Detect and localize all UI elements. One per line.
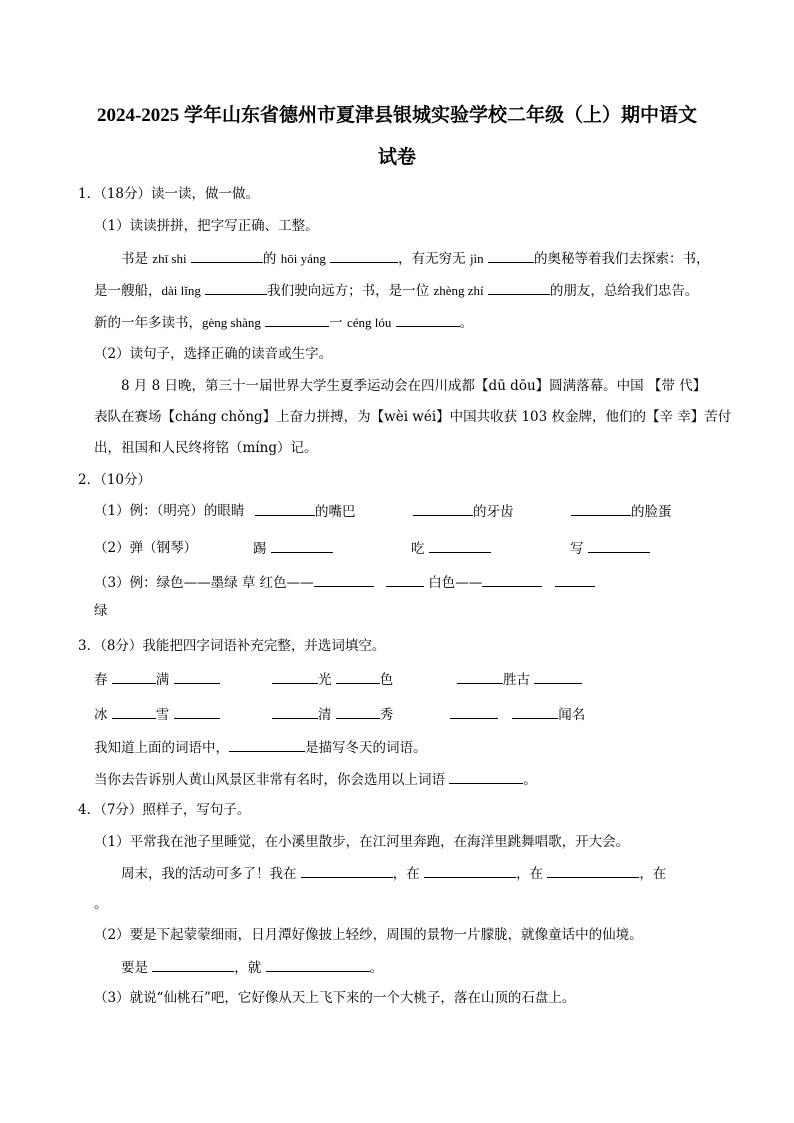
answer-blank[interactable] [457, 669, 503, 684]
sentence-line: 表队在赛场【cháng chǒng】上奋力拼搏，为【wèi wéi】中国共收获 103 枚金牌，他们的【辛 幸】苦付 [94, 409, 732, 425]
q2-row-1-item [571, 501, 672, 522]
text: 踢 [253, 541, 267, 557]
text: 色 [379, 672, 394, 688]
text: 新的一年多读书， [94, 315, 202, 331]
question-1-heading: 1．（18分）读一读，做一做。 [78, 186, 260, 202]
answer-blank[interactable] [413, 501, 473, 516]
answer-blank[interactable] [512, 704, 558, 719]
text: 一 [329, 315, 343, 331]
sentence-line: 8 月 8 日晚，第三十一届世界大学生夏季运动会在四川成都【dū dōu】圆满落幕。中国 【带 代】 [121, 378, 707, 394]
q2-row-2-label: （2）弹（钢琴） [94, 540, 198, 556]
q4-example-1: （1）平常我在池子里睡觉，在小溪里散步，在江河里奔跑，在海洋里跳舞唱歌，开大会。 [94, 834, 630, 850]
idiom-item [457, 669, 582, 690]
idiom-item [94, 704, 220, 725]
pinyin: dài lǐng [161, 283, 201, 298]
answer-blank[interactable] [271, 538, 333, 553]
answer-blank[interactable] [488, 248, 534, 263]
q2-row-3-wrap: 绿 [94, 603, 108, 619]
answer-blank[interactable] [191, 248, 263, 263]
text: 我知道上面的词语中， [94, 740, 229, 756]
pinyin-line-1 [121, 248, 709, 269]
answer-blank[interactable] [449, 769, 523, 784]
pinyin: hōi yáng [280, 251, 326, 266]
text: 的奥秘等着我们去探索：书， [533, 251, 710, 267]
text: ，就 [234, 960, 262, 976]
q2-row-1-item [413, 501, 514, 522]
question-4-heading: 4．（7分）照样子，写句子。 [78, 802, 251, 818]
text: 书是 [121, 251, 148, 267]
pinyin: zhī shi [152, 251, 187, 266]
text: 的脸蛋 [631, 504, 672, 520]
pinyin: zhèng zhí [433, 283, 484, 298]
pinyin: gèng shàng [202, 315, 261, 330]
text: 周末，我的活动可多了！我在 [121, 866, 297, 882]
text: 的嘴巴 [315, 504, 356, 520]
text: 写 [570, 541, 584, 557]
answer-blank[interactable] [174, 669, 220, 684]
q3-sentence-2 [94, 769, 537, 790]
answer-blank[interactable] [429, 538, 491, 553]
q2-row-3 [94, 572, 595, 593]
answer-blank[interactable] [272, 669, 318, 684]
answer-blank[interactable] [588, 538, 650, 553]
q2-row-2-item [570, 538, 650, 559]
answer-blank[interactable] [336, 704, 380, 719]
q4-fill-line-2 [121, 957, 383, 978]
answer-blank[interactable] [424, 863, 516, 878]
answer-blank[interactable] [482, 572, 542, 587]
pinyin-line-3 [94, 312, 473, 333]
answer-blank[interactable] [229, 737, 305, 752]
answer-blank[interactable] [534, 669, 582, 684]
question-1-part-1: （1）读读拼拼，把字写正确、工整。 [94, 218, 319, 234]
q2-row-1-item [255, 501, 356, 522]
q3-sentence-1 [94, 737, 427, 758]
answer-blank[interactable] [555, 572, 595, 587]
answer-blank[interactable] [396, 312, 460, 327]
answer-blank[interactable] [571, 501, 631, 516]
answer-blank[interactable] [112, 669, 156, 684]
text: 冰 [94, 707, 108, 723]
text: 。 [369, 960, 384, 976]
q2-row-2-item [253, 538, 333, 559]
answer-blank[interactable] [152, 957, 234, 972]
idiom-item [94, 669, 220, 690]
sentence-line: 出，祖国和人民终将铭（míng）记。 [94, 440, 318, 456]
answer-blank[interactable] [336, 669, 380, 684]
text: 是一艘船， [94, 283, 162, 299]
answer-blank[interactable] [205, 280, 267, 295]
text: （3）例：绿色——墨绿 草 红色—— [94, 575, 314, 591]
text: 要是 [121, 960, 148, 976]
page-title-continued: 试卷 [377, 147, 416, 168]
answer-blank[interactable] [255, 501, 315, 516]
text: ，有无穷无 [398, 251, 466, 267]
q4-example-2: （2）要是下起蒙蒙细雨，日月潭好像披上轻纱，周围的景物一片朦胧，就像童话中的仙境。 [94, 927, 643, 943]
text: 我们驶向远方；书，是一位 [267, 283, 430, 299]
question-1-part-2: （2）读句子，选择正确的读音或生字。 [94, 346, 333, 362]
answer-blank[interactable] [174, 704, 220, 719]
idiom-item [450, 704, 585, 725]
q4-fill-line-1 [121, 863, 666, 884]
text: 当你去告诉别人黄山风景区非常有名时，你会选用以上词语 [94, 772, 445, 788]
text: 。 [459, 315, 474, 331]
pinyin: jìn [469, 251, 484, 266]
idiom-item [272, 704, 393, 725]
text: 胜古 [503, 672, 530, 688]
answer-blank[interactable] [112, 704, 156, 719]
text: 是描写冬天的词语。 [305, 740, 427, 756]
text: 。 [523, 772, 537, 788]
answer-blank[interactable] [314, 572, 374, 587]
answer-blank[interactable] [265, 312, 329, 327]
text: 满 [155, 672, 170, 688]
answer-blank[interactable] [330, 248, 398, 263]
text: 的 [262, 251, 277, 267]
answer-blank[interactable] [266, 957, 370, 972]
text: ，在 [639, 866, 667, 882]
text: 的牙齿 [473, 504, 514, 520]
text: 白色—— [428, 575, 483, 591]
answer-blank[interactable] [488, 280, 550, 295]
text: 光 [318, 672, 332, 688]
q2-row-1-label: （1）例：（明亮）的眼睛 [94, 503, 245, 519]
pinyin: céng lóu [346, 315, 392, 330]
text: 秀 [379, 707, 394, 723]
page-title: 2024-2025 学年山东省德州市夏津县银城实验学校二年级（上）期中语文 [96, 105, 698, 126]
text: 春 [94, 672, 108, 688]
answer-blank[interactable] [386, 572, 424, 587]
text: ，在 [392, 866, 420, 882]
text: 的朋友，总给我们忠告。 [549, 283, 699, 299]
text: ，在 [516, 866, 544, 882]
text: 雪 [155, 707, 170, 723]
answer-blank[interactable] [547, 863, 639, 878]
q2-row-2-item [411, 538, 491, 559]
q4-example-3: （3）就说“仙桃石”吧，它好像从天上飞下来的一个大桃子，落在山顶的石盘上。 [94, 990, 576, 1006]
answer-blank[interactable] [272, 704, 318, 719]
text: 闻名 [558, 707, 586, 723]
answer-blank[interactable] [450, 704, 498, 719]
text: 吃 [411, 541, 425, 557]
question-3-heading: 3．（8分）我能把四字词语补充完整，并选词填空。 [78, 638, 386, 654]
answer-blank[interactable] [301, 863, 393, 878]
text: 清 [318, 707, 332, 723]
pinyin-line-2 [94, 280, 698, 301]
question-2-heading: 2．（10分） [78, 472, 152, 488]
q4-fill-line-1-wrap: 。 [94, 896, 108, 912]
idiom-item [272, 669, 393, 690]
